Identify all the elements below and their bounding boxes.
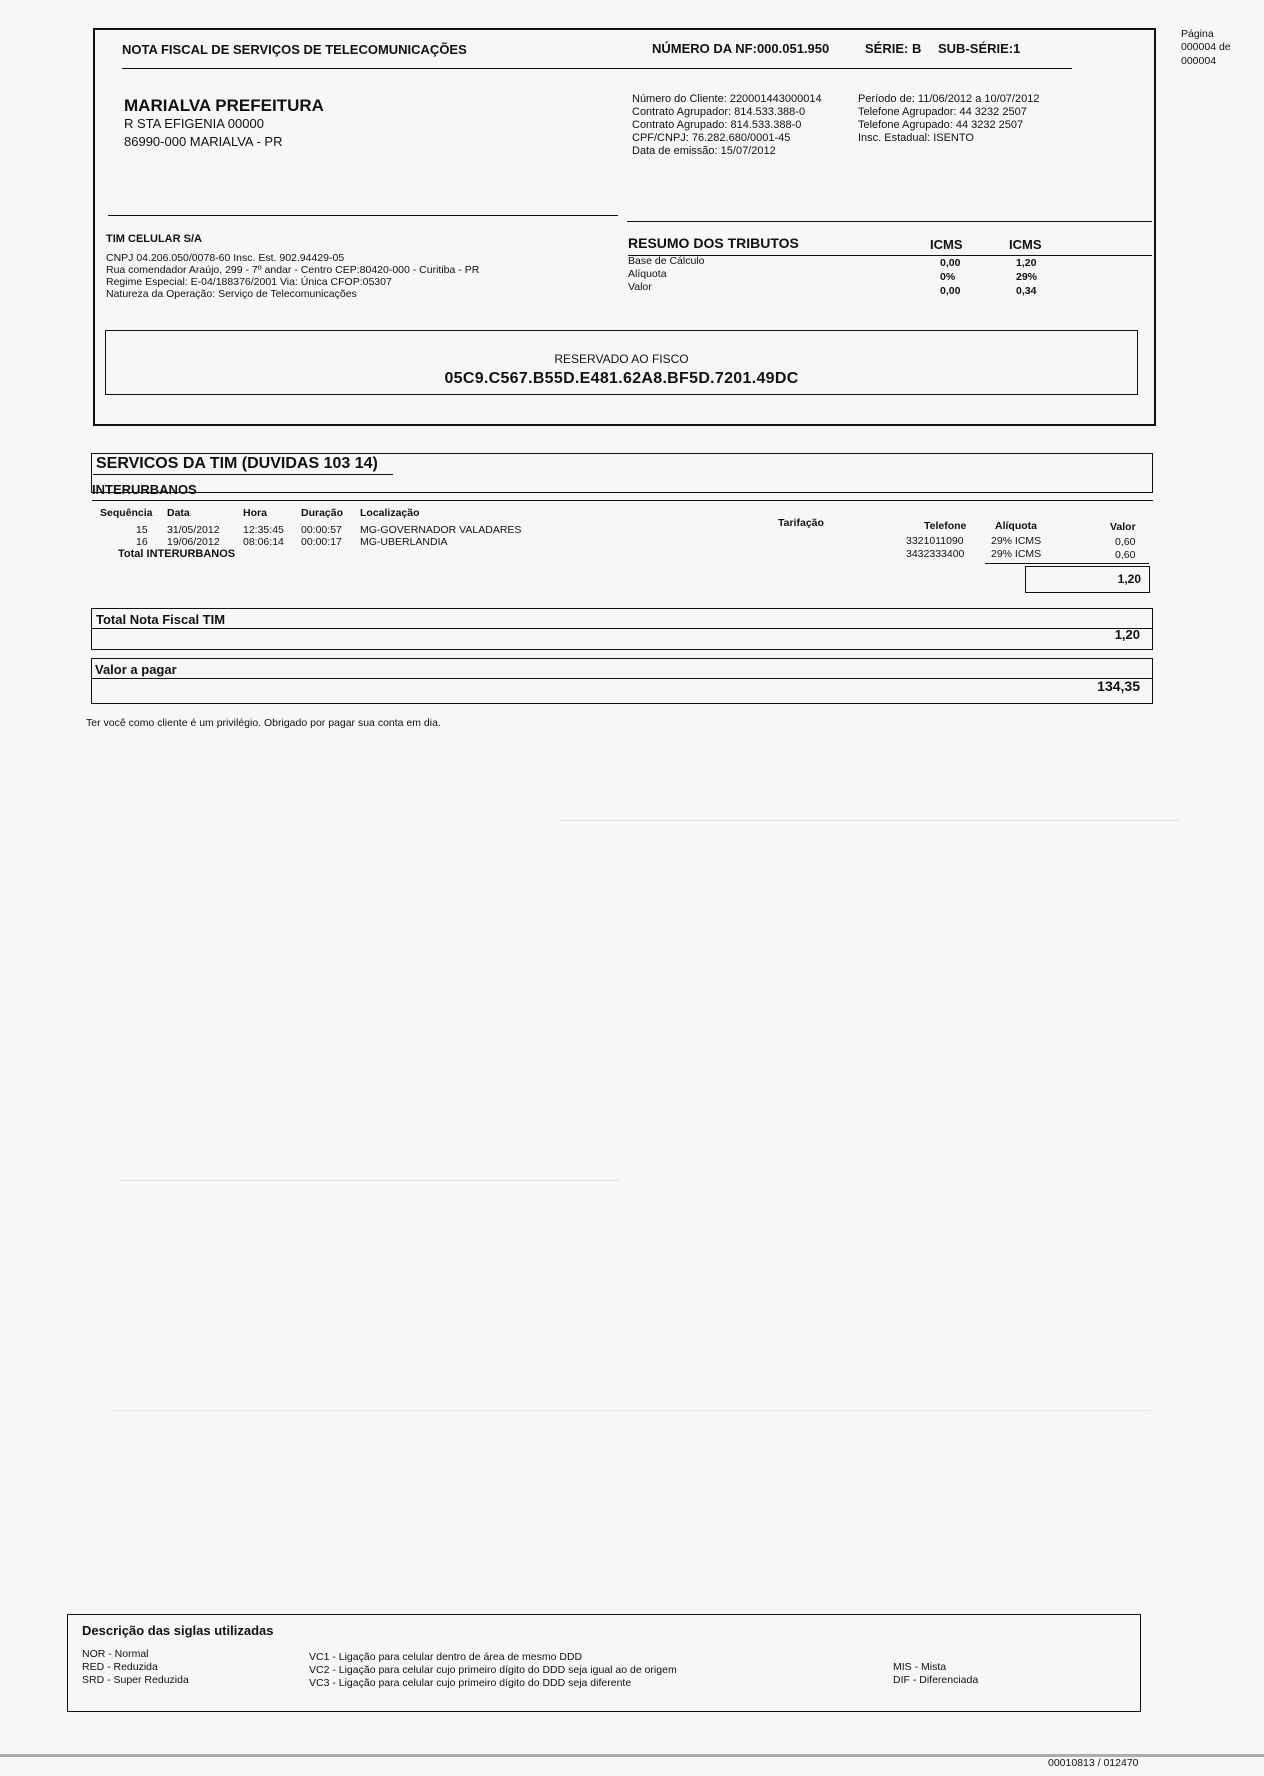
numero-cliente: Número do Cliente: 220001443000014 — [632, 93, 822, 105]
nf-number: NÚMERO DA NF:000.051.950 — [652, 41, 830, 56]
total-label: Total INTERURBANOS — [118, 548, 236, 560]
cpf-cnpj: CPF/CNPJ: 76.282.680/0001-45 — [632, 132, 791, 144]
client-address: R STA EFIGENIA 00000 — [124, 116, 264, 131]
section-interurbanos: INTERURBANOS — [92, 482, 197, 497]
cell-data: 31/05/2012 — [167, 524, 220, 536]
company-natureza: Natureza da Operação: Serviço de Telecomunicações — [106, 288, 357, 300]
client-city: 86990-000 MARIALVA - PR — [124, 134, 283, 149]
col-tarifacao-header: Tarifação — [778, 517, 824, 529]
total-nota-value: 1,20 — [1114, 627, 1140, 642]
section-divider — [92, 500, 1153, 501]
cell-seq: 15 — [136, 524, 148, 536]
cell-hora: 12:35:45 — [243, 524, 284, 536]
col-local-header: Localização — [360, 507, 420, 519]
total-nota-box — [91, 608, 1153, 650]
tributo-value: 0,00 — [940, 257, 961, 269]
cell-aliquota: 29% ICMS — [991, 535, 1042, 547]
cell-telefone: 3321011090 — [906, 535, 964, 547]
total-nota-label: Total Nota Fiscal TIM — [96, 612, 226, 627]
cell-seq: 16 — [136, 536, 148, 548]
bleed-line — [110, 1410, 1150, 1411]
sigla-item: VC3 - Ligação para celular cujo primeiro dígito do DDD seja diferente — [309, 1677, 632, 1689]
valor-pagar-divider — [91, 678, 1153, 679]
bleed-line — [120, 1180, 620, 1181]
tributos-top-line — [627, 221, 1152, 222]
contrato-agrupado: Contrato Agrupado: 814.533.388-0 — [632, 119, 802, 131]
sigla-item: DIF - Diferenciada — [893, 1674, 979, 1686]
sigla-item: NOR - Normal — [82, 1648, 149, 1660]
tributo-label: Base de Cálculo — [628, 255, 705, 267]
fisco-label: RESERVADO AO FISCO — [554, 352, 689, 366]
sigla-item: VC1 - Ligação para celular dentro de área de mesmo DDD — [309, 1651, 583, 1663]
tributo-value: 1,20 — [1016, 257, 1037, 269]
services-title: SERVICOS DA TIM (DUVIDAS 103 14) — [96, 455, 378, 472]
telefone-agrupador: Telefone Agrupador: 44 3232 2507 — [858, 106, 1027, 118]
footer-code: 00010813 / 012470 — [1048, 1757, 1139, 1769]
col-telefone-header: Telefone — [924, 520, 967, 532]
cell-valor: 0,60 — [1115, 549, 1136, 561]
company-divider — [108, 215, 618, 216]
subserie: SUB-SÉRIE:1 — [938, 41, 1021, 56]
cell-data: 19/06/2012 — [167, 536, 220, 548]
tributos-divider — [628, 255, 1152, 256]
cell-duracao: 00:00:17 — [301, 536, 342, 548]
scan-edge — [0, 1754, 1264, 1757]
data-emissao: Data de emissão: 15/07/2012 — [632, 145, 776, 157]
tributo-value: 0,34 — [1016, 285, 1037, 297]
tributos-col1: ICMS — [930, 237, 963, 252]
sigla-item: MIS - Mista — [893, 1661, 947, 1673]
sigla-item: VC2 - Ligação para celular cujo primeiro dígito do DDD seja igual ao de origem — [309, 1664, 677, 1676]
tributo-value: 0% — [940, 271, 956, 283]
valor-pagar-value: 134,35 — [1097, 678, 1140, 694]
bleed-line — [560, 820, 1180, 821]
header-divider — [122, 68, 1072, 69]
col-hora-header: Hora — [243, 507, 267, 519]
company-name: TIM CELULAR S/A — [106, 233, 202, 245]
col-aliquota-header: Alíquota — [995, 520, 1037, 532]
tributo-value: 29% — [1016, 271, 1038, 283]
sigla-item: SRD - Super Reduzida — [82, 1674, 189, 1686]
col-duracao-header: Duração — [301, 507, 344, 519]
page-of: 000004 de — [1181, 41, 1231, 53]
sigla-item: RED - Reduzida — [82, 1661, 158, 1673]
col-data-header: Data — [167, 507, 190, 519]
cell-valor: 0,60 — [1115, 536, 1136, 548]
company-address: Rua comendador Araújo, 299 - 7º andar - Centro CEP:80420-000 - Curitiba - PR — [106, 264, 480, 276]
total-interurbanos-value: 1,20 — [1117, 572, 1141, 586]
total-nota-divider — [91, 628, 1153, 629]
cell-telefone: 3432333400 — [906, 548, 965, 560]
company-cnpj: CNPJ 04.206.050/0078-60 Insc. Est. 902.94429-05 — [106, 252, 345, 264]
valor-pagar-box — [91, 658, 1153, 704]
cell-aliquota: 29% ICMS — [991, 548, 1042, 560]
thank-you-message: Ter você como cliente é um privilégio. Obrigado por pagar sua conta em dia. — [86, 717, 441, 729]
telefone-agrupado: Telefone Agrupado: 44 3232 2507 — [858, 119, 1024, 131]
cell-duracao: 00:00:57 — [301, 524, 342, 536]
company-regime: Regime Especial: E-04/188376/2001 Via: Única CFOP:05307 — [106, 276, 392, 288]
cell-local: MG-GOVERNADOR VALADARES — [360, 524, 522, 536]
tributos-col2: ICMS — [1009, 237, 1042, 252]
tributo-label: Valor — [628, 281, 652, 293]
serie: SÉRIE: B — [865, 41, 922, 56]
cell-hora: 08:06:14 — [243, 536, 284, 548]
page-label: Página — [1181, 28, 1214, 40]
services-title-underline — [93, 474, 393, 475]
client-name: MARIALVA PREFEITURA — [124, 96, 324, 115]
fisco-code: 05C9.C567.B55D.E481.62A8.BF5D.7201.49DC — [444, 370, 799, 387]
calls-table — [92, 507, 1154, 582]
valor-underline — [985, 563, 1149, 564]
document-title: NOTA FISCAL DE SERVIÇOS DE TELECOMUNICAÇÕES — [122, 42, 467, 57]
col-valor-header: Valor — [1110, 521, 1136, 533]
tributo-label: Alíquota — [628, 268, 667, 280]
page-total: 000004 — [1181, 55, 1217, 67]
periodo: Período de: 11/06/2012 a 10/07/2012 — [858, 93, 1040, 105]
tributos-title: RESUMO DOS TRIBUTOS — [628, 235, 799, 251]
tributo-value: 0,00 — [940, 285, 961, 297]
valor-pagar-label: Valor a pagar — [95, 662, 177, 677]
siglas-title: Descrição das siglas utilizadas — [82, 1623, 274, 1638]
contrato-agrupador: Contrato Agrupador: 814.533.388-0 — [632, 106, 806, 118]
col-seq-header: Sequência — [100, 507, 153, 519]
cell-local: MG-UBERLANDIA — [360, 536, 448, 548]
insc-estadual: Insc. Estadual: ISENTO — [858, 132, 974, 144]
